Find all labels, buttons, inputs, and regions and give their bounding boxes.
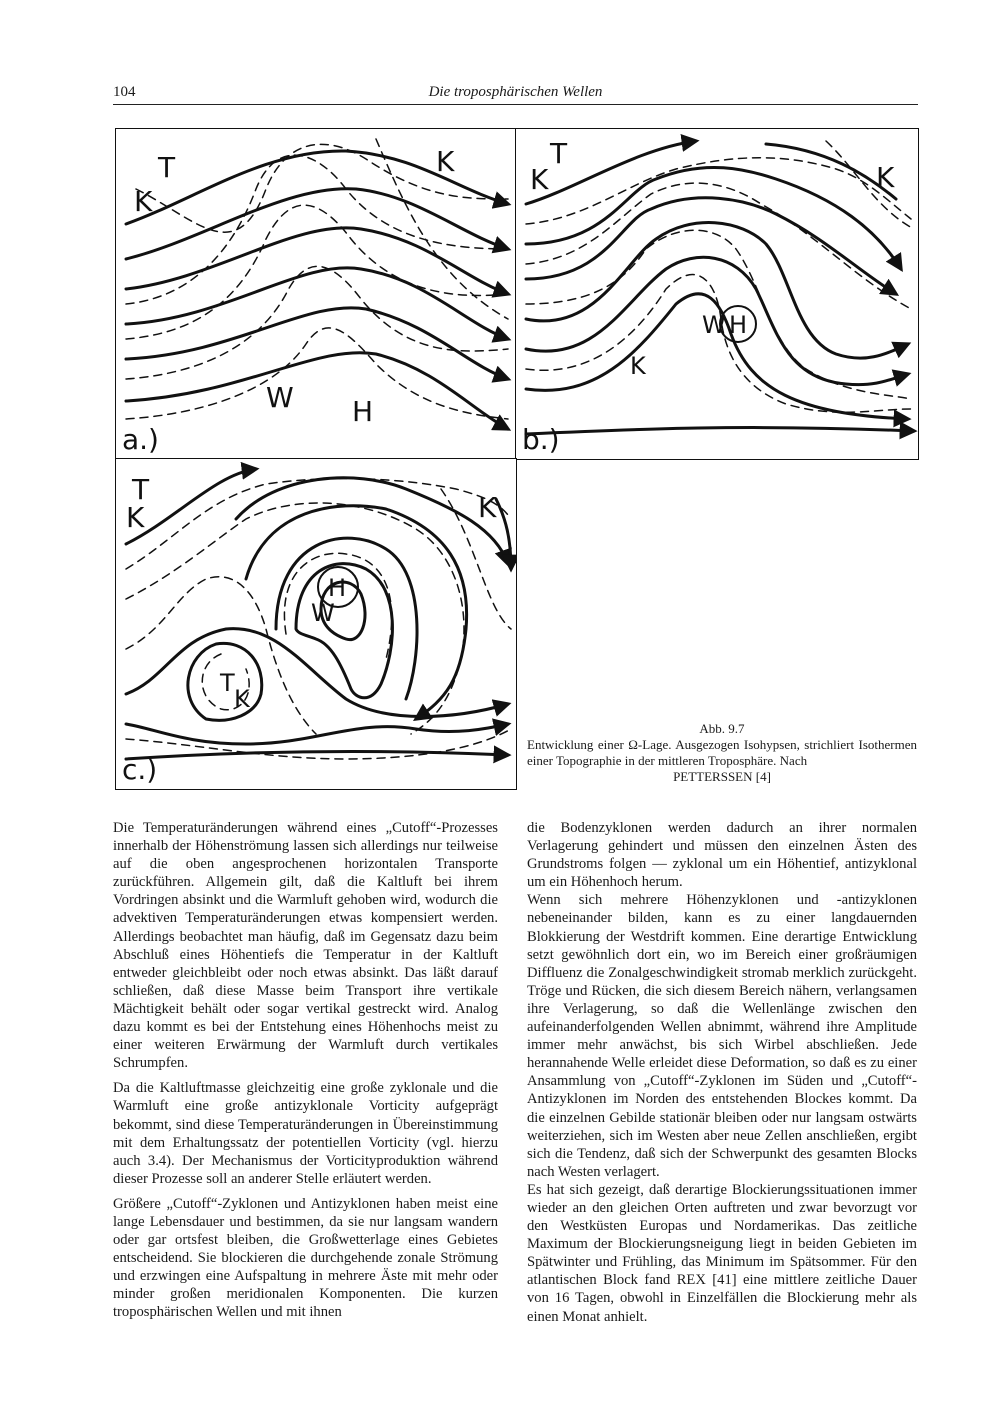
isohypse xyxy=(126,629,508,717)
mark-t: T xyxy=(550,137,568,170)
paragraph: Die Temperaturänderungen während eines „Cutoff“-Prozesses innerhalb der Höhenströmung lassen sich allerdings nur teilweise auf die oben angesprochenen horizontalen Transporte zurückführen. Allgemein gilt, daß die Kaltluft bei ihrem Vordringen absinkt und die Warmluft gehoben wird, wodurch die advektiven Temperaturänderungen etwas kompensiert werden. Allerdings beobachtet man häufig, daß im Gegensatz dazu beim Abschluß eines Höhentiefs die Temperatur in der Kaltluft entweder gleichbleibt oder noch etwas absinkt. Das läßt darauf schließen, daß diese Masse beim Transport ihre vertikale Mächtigkeit behält oder sogar vertikal gestreckt wird. Analog dazu kommt es bei der Entstehung eines Höhenhochs meist zu einer weiteren Erwärmung der Warmluft durch vertikales Schrumpfen. xyxy=(113,820,498,1072)
isotherm xyxy=(126,328,508,419)
panel-label: c.) xyxy=(122,753,158,786)
mark-w: W xyxy=(266,381,294,414)
figure-panel-b xyxy=(515,128,919,460)
mark-h: H xyxy=(352,395,374,428)
panel-c-drawing xyxy=(116,459,516,789)
mark-k: K xyxy=(478,491,497,524)
isohypse xyxy=(526,198,896,294)
isotherm xyxy=(126,266,508,379)
isotherm xyxy=(126,479,511,569)
mark-k: K xyxy=(530,163,549,196)
figure-caption xyxy=(527,721,917,785)
paragraph: Größere „Cutoff“-Zyklonen und Antizyklonen haben meist eine lange Lebensdauer und bestimmen, da sie nur langsam wandern oder gar ortsfest bleiben, die Großwetterlage eines Gebietes entscheidend. Sie blockieren die durchgehende zonale Strömung und erzwingen eine Aufspaltung in mehrere Äste mit mehr oder minder großen meridionalen Komponenten. Die kurzen troposphärischen Wellen und mit ihnen xyxy=(113,1195,498,1321)
panel-a-drawing xyxy=(116,129,516,459)
page-number: 104 xyxy=(113,84,136,100)
figure-panel-a xyxy=(115,128,517,460)
isohypse xyxy=(126,268,508,339)
mark-k: K xyxy=(630,352,646,380)
paragraph: Wenn sich mehrere Höhenzyklonen und -antizyklonen nebeneinander bilden, kann es zu einer langdauernden Blokkierung der Westdrift kommen. Eine derartige Entwicklung setzt gewöhnlich dort ein, wo im Bereich einer großräumigen Diffluenz die Zonalgeschwindigkeit stromab merklich zurückgeht. Tröge und Rücken, die sich diesem Bereich nähern, verlangsamen ihre Verlagerung, so daß die Wellenlänge zwischen den aufeinanderfolgenden Wellen abnimmt, während ihre Amplitude immer mehr anwächst, bis sich Wirbel abschließen. Jede herannahende Welle erleidet diese Deformation, so daß es zu einer Ansammlung von „Cutoff“-Zyklonen im Süden und „Cutoff“-Antizyklonen im Norden des entstehenden Blockes kommt. Da die einzelnen Gebilde stationär bleiben oder nur langsam ostwärts weiterziehen, sich im Westen aber neue Zellen anschließen, ergibt sich die Tendenz, daß sich der Schwerpunkt des gesamten Blocks nach Westen verlagert. xyxy=(527,892,917,1180)
mark-k: K xyxy=(436,145,455,178)
mark-h: H xyxy=(328,574,347,602)
isohypse xyxy=(526,428,914,434)
isohypse xyxy=(126,353,508,429)
body-column-right xyxy=(527,819,917,1326)
panel-label: b.) xyxy=(522,423,560,456)
figure-panel-c xyxy=(115,458,517,790)
paragraph: Da die Kaltluftmasse gleichzeitig eine große zyklonale und die Warmluft eine große antizyklonale Vorticity aufgeprägt bekommt, sind diese Temperaturänderungen in Übereinstimmung mit dem Erhaltungssatz der potentiellen Vorticity (vgl. hierzu auch 3.4). Der Mechanismus der Vorticityproduktion während dieser Prozesse soll an anderer Stelle erläutert werden. xyxy=(113,1080,498,1187)
mark-w: W xyxy=(702,311,726,339)
isotherm xyxy=(526,183,911,309)
mark-h: H xyxy=(729,311,748,339)
mark-w: W xyxy=(311,599,335,627)
mark-t: T xyxy=(158,151,176,184)
caption-text: Entwicklung einer Ω-Lage. Ausgezogen Isohypsen, strichliert Isothermen einer Topographie in der mittleren Troposphäre. Nach xyxy=(527,737,917,768)
caption-author: PETTERSSEN [4] xyxy=(673,769,771,784)
isohypse xyxy=(126,228,508,294)
paragraph: Es hat sich gezeigt, daß derartige Blockierungssituationen immer wieder an den gleichen Orten auftreten und zwar bevorzugt vor den Westküsten Europas und Nordamerikas. Das zeitliche Maximum der Blockierungsneigung liegt in beiden Gebieten im Spätwinter und Frühling, das Minimum im Spätsommer. Für den atlantischen Block fand REX [41] eine mittlere zeitliche Dauer von 16 Tagen, obwohl in Einzelfällen die Blockierung mehr als einen Monat anhielt. xyxy=(527,1181,917,1325)
mark-k: K xyxy=(134,185,153,218)
isohypse xyxy=(126,724,508,744)
figure-number: Abb. 9.7 xyxy=(699,721,745,736)
isohypse xyxy=(126,752,508,759)
isohypse xyxy=(236,478,508,564)
mark-k: K xyxy=(876,161,895,194)
panel-b-drawing xyxy=(516,129,918,459)
mark-k: K xyxy=(126,501,145,534)
mark-t: T xyxy=(220,669,235,697)
running-title: Die troposphärischen Wellen xyxy=(428,84,603,100)
panel-label: a.) xyxy=(122,423,159,456)
isotherm xyxy=(126,577,316,734)
body-column-left xyxy=(113,819,498,1329)
isohypse xyxy=(126,308,508,379)
running-header xyxy=(113,82,918,105)
paragraph: die Bodenzyklonen werden dadurch an ihrer normalen Verlagerung gehindert und müssen den einzelnen Ästen des Grundstroms folgen — zyklonal um ein Höhentief, antizyklonal um ein Höhenhoch herum. xyxy=(527,820,917,891)
mark-t: T xyxy=(132,473,150,506)
mark-k: K xyxy=(234,685,250,713)
isotherm xyxy=(826,141,914,229)
